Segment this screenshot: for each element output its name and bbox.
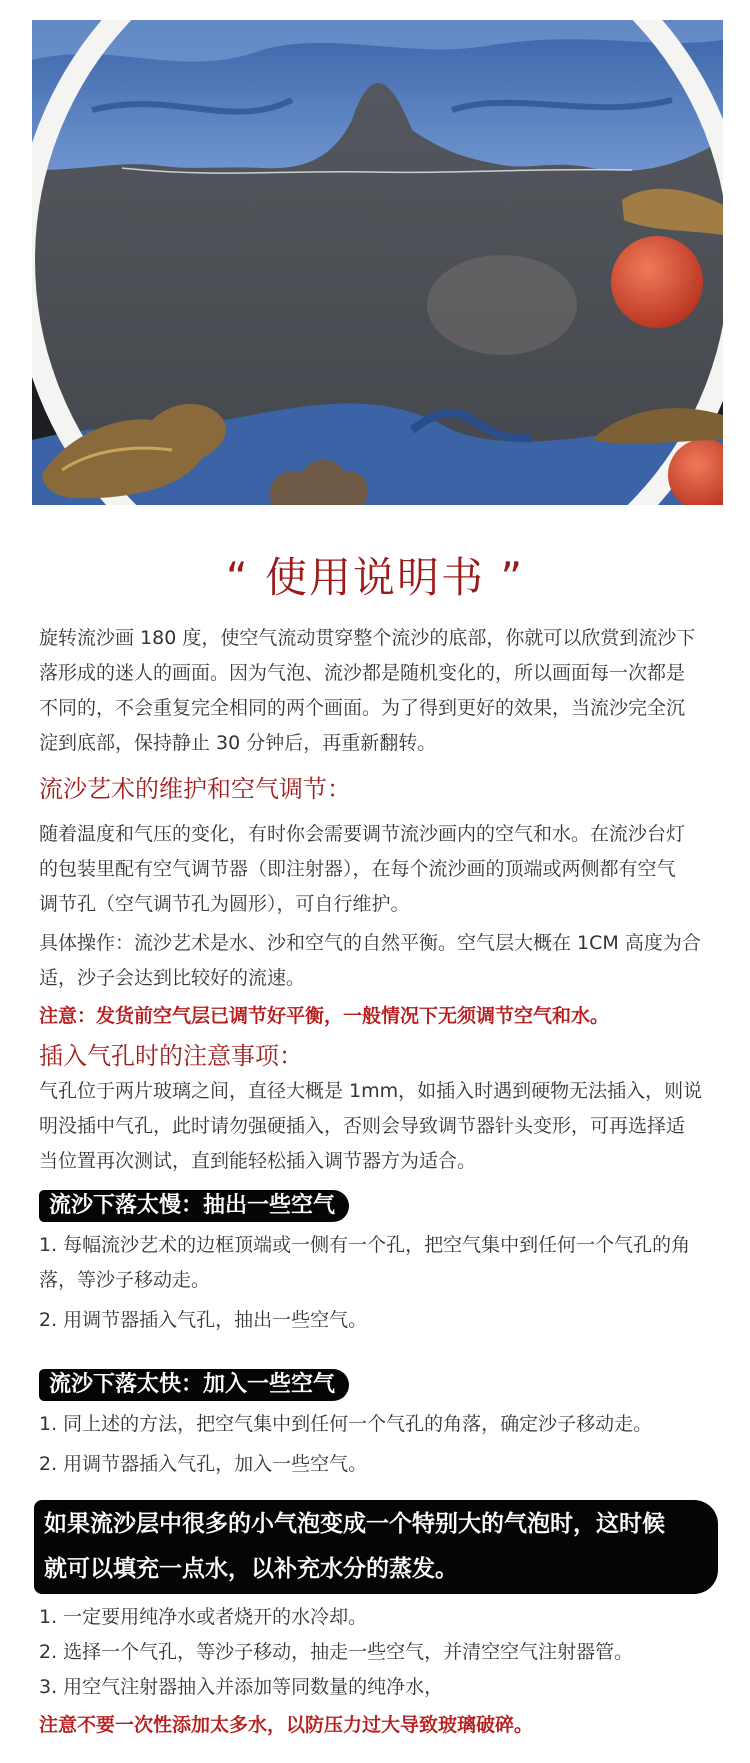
intro-line: 不同的，不会重复完全相同的两个画面。为了得到更好的效果，当流沙完全沉 <box>39 697 686 719</box>
insertion-line: 明没插中气孔，此时请勿强硬插入，否则会导致调节器针头变形，可再选择适 <box>39 1115 686 1137</box>
page-title: “ 使用说明书 ” <box>225 553 525 602</box>
bubble-step-3: 3. 用空气注射器抽入并添加等同数量的纯净水， <box>39 1676 444 1698</box>
insertion-paragraph <box>39 1074 723 1179</box>
maintenance-line: 的包装里配有空气调节器（即注射器），在每个流沙画的顶端或两侧都有空气 <box>39 858 676 880</box>
intro-line: 淀到底部，保持静止 30 分钟后，再重新翻转。 <box>39 732 437 754</box>
maintenance-line: 调节孔（空气调节孔为圆形），可自行维护。 <box>39 893 410 915</box>
operation-line: 具体操作：流沙艺术是水、沙和空气的自然平衡。空气层大概在 1CM 高度为合 <box>39 932 701 954</box>
fast-flow-section <box>39 1369 723 1482</box>
bubble-warning: 注意不要一次性添加太多水，以防压力过大导致玻璃破碎。 <box>39 1714 534 1736</box>
bubble-banner-line: 就可以填充一点水，以补充水分的蒸发。 <box>44 1556 458 1582</box>
bubble-banner-line: 如果流沙层中很多的小气泡变成一个特别大的气泡时，这时候 <box>44 1511 665 1537</box>
fast-flow-label: 流沙下落太快：加入一些空气 <box>39 1369 349 1401</box>
shipping-notice: 注意：发货前空气层已调节好平衡，一般情况下无须调节空气和水。 <box>39 1005 610 1027</box>
bubble-step-2: 2. 选择一个气孔，等沙子移动，抽走一些空气，并清空空气注射器管。 <box>39 1641 634 1663</box>
intro-paragraph <box>39 621 723 761</box>
slow-step-1-cont: 落，等沙子移动走。 <box>39 1269 211 1291</box>
slow-flow-label: 流沙下落太慢：抽出一些空气 <box>39 1190 349 1222</box>
slow-flow-section <box>39 1190 723 1338</box>
maintenance-heading: 流沙艺术的维护和空气调节： <box>39 775 351 803</box>
sand-art-illustration <box>32 20 723 505</box>
slow-step-1: 1. 每幅流沙艺术的边框顶端或一侧有一个孔，把空气集中到任何一个气孔的角 <box>39 1234 691 1256</box>
bubble-step-1: 1. 一定要用纯净水或者烧开的水冷却。 <box>39 1606 368 1628</box>
fast-step-2: 2. 用调节器插入气孔，加入一些空气。 <box>39 1453 368 1475</box>
maintenance-section <box>39 769 723 1076</box>
insertion-heading: 插入气孔时的注意事项： <box>39 1042 303 1070</box>
intro-line: 落形成的迷人的画面。因为气泡、流沙都是随机变化的，所以画面每一次都是 <box>39 662 686 684</box>
insertion-line: 当位置再次测试，直到能轻松插入调节器方为适合。 <box>39 1150 477 1172</box>
fast-step-1: 1. 同上述的方法，把空气集中到任何一个气孔的角落，确定沙子移动走。 <box>39 1413 653 1435</box>
slow-step-2: 2. 用调节器插入气孔，抽出一些空气。 <box>39 1309 368 1331</box>
maintenance-line: 随着温度和气压的变化，有时你会需要调节流沙画内的空气和水。在流沙台灯 <box>39 823 686 845</box>
bubble-section <box>34 1500 718 1745</box>
operation-line: 适，沙子会达到比较好的流速。 <box>39 967 306 989</box>
bubble-banner <box>34 1500 718 1594</box>
insertion-line: 气孔位于两片玻璃之间，直径大概是 1mm，如插入时遇到硬物无法插入，则说 <box>39 1080 703 1102</box>
intro-line: 旋转流沙画 180 度，使空气流动贯穿整个流沙的底部，你就可以欣赏到流沙下 <box>39 627 696 649</box>
product-photo <box>32 20 723 505</box>
